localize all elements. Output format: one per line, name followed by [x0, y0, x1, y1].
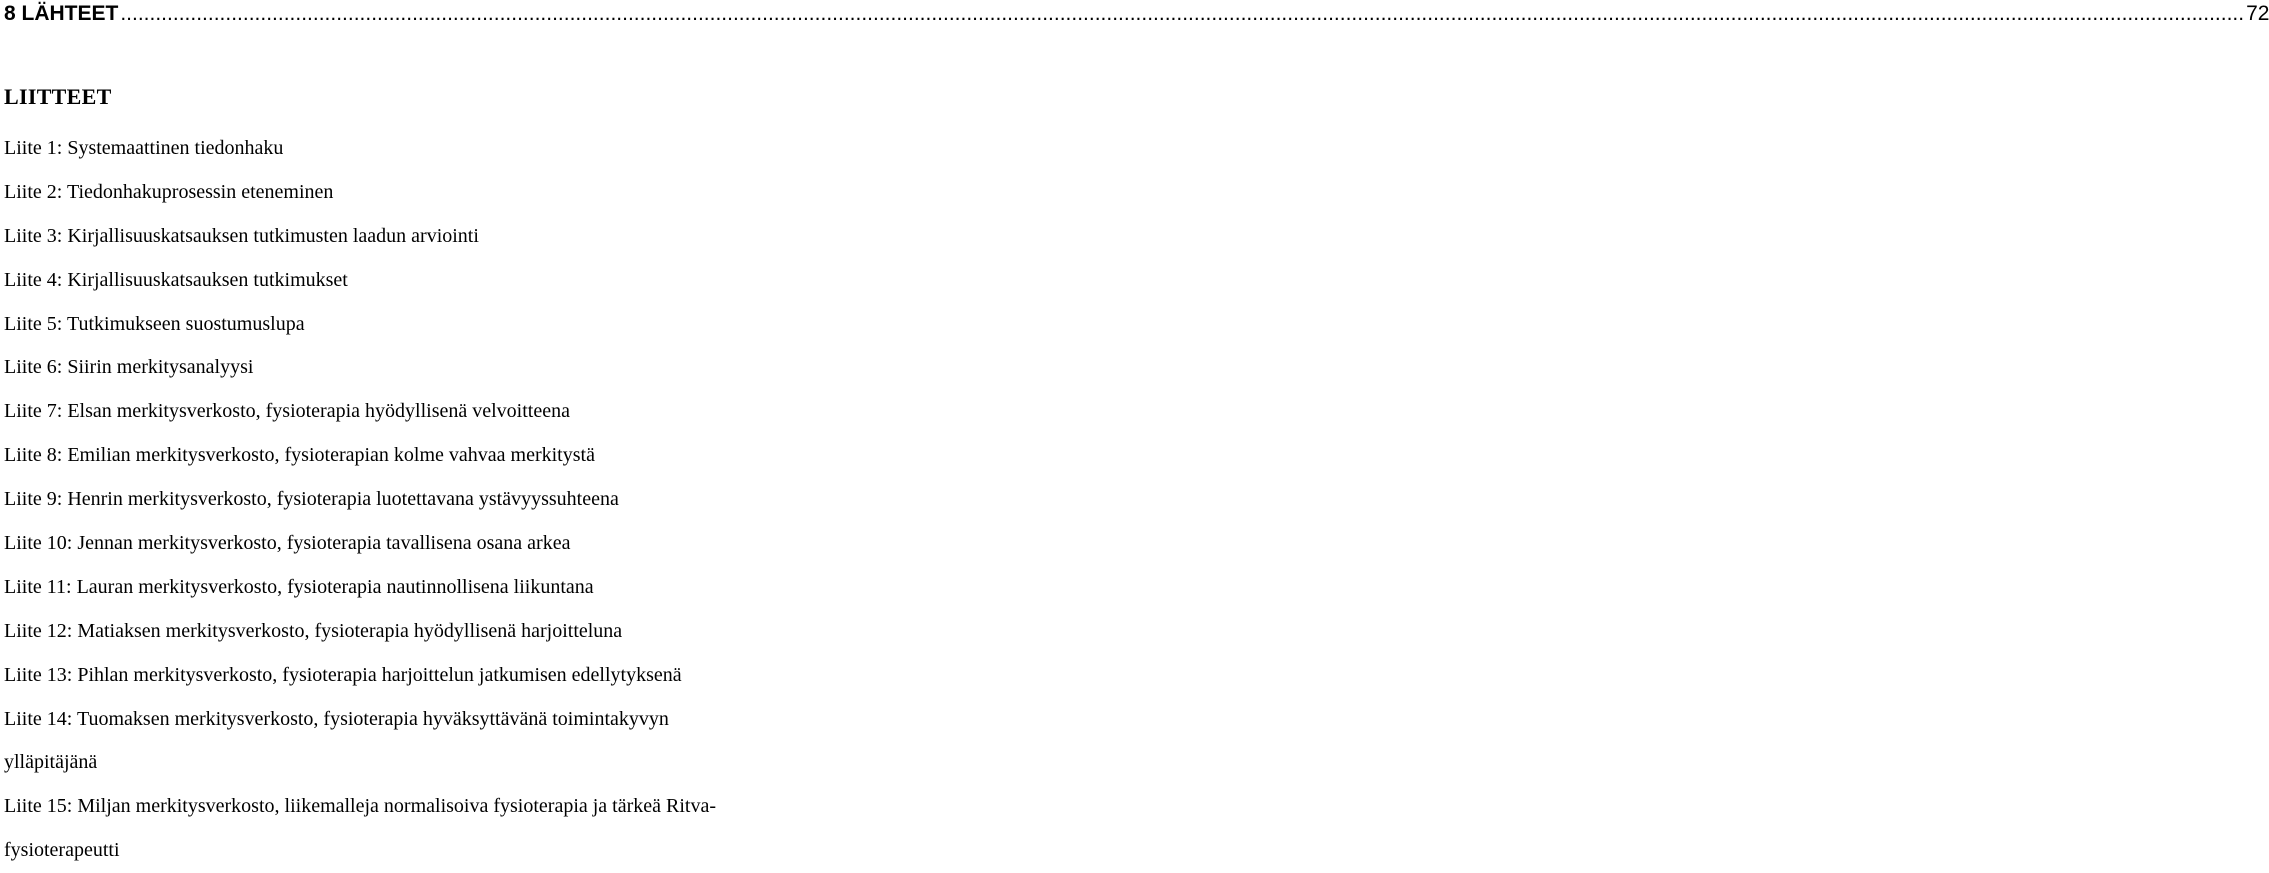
appendix-item-14	[4, 698, 954, 786]
toc-entry-title: 8 LÄHTEET	[4, 2, 119, 25]
appendices-heading: LIITTEET	[4, 84, 112, 109]
appendix-item-15-line-2: fysioterapeutti	[4, 839, 120, 862]
appendix-item-14-line-1: Liite 14: Tuomaksen merkitysverkosto, fysioterapia hyväksyttävänä toimintakyvyn	[4, 707, 669, 730]
appendix-item-15-line-1: Liite 15: Miljan merkitysverkosto, liikemalleja normalisoiva fysioterapia ja tärkeä Ritva-	[4, 795, 717, 818]
appendix-item-14-line-2: ylläpitäjänä	[4, 751, 98, 774]
appendix-item-2: Liite 2: Tiedonhakuprosessin eteneminen	[4, 180, 334, 203]
appendix-item-1: Liite 1: Systemaattinen tiedonhaku	[4, 137, 284, 159]
appendix-item-6: Liite 6: Siirin merkitysanalyysi	[4, 356, 254, 379]
appendix-item-7: Liite 7: Elsan merkitysverkosto, fysioterapia hyödyllisenä velvoitteena	[4, 400, 570, 423]
toc-entry-lahteet[interactable]	[4, 2, 2269, 32]
appendix-item-8: Liite 8: Emilian merkitysverkosto, fysioterapian kolme vahvaa merkitystä	[4, 444, 595, 467]
appendix-item-11: Liite 11: Lauran merkitysverkosto, fysioterapia nautinnollisena liikuntana	[4, 575, 594, 598]
toc-dot-leader: ............................................................................................................................................................................................................................................................................................................................................................................	[120, 2, 2245, 25]
appendix-list	[4, 127, 954, 873]
appendix-item-12: Liite 12: Matiaksen merkitysverkosto, fysioterapia hyödyllisenä harjoitteluna	[4, 619, 623, 642]
appendix-item-5: Liite 5: Tutkimukseen suostumuslupa	[4, 312, 305, 335]
appendix-item-15	[4, 785, 954, 873]
appendix-item-4: Liite 4: Kirjallisuuskatsauksen tutkimukset	[4, 268, 348, 291]
appendix-item-9: Liite 9: Henrin merkitysverkosto, fysioterapia luotettavana ystävyyssuhteena	[4, 488, 619, 511]
appendix-item-3: Liite 3: Kirjallisuuskatsauksen tutkimusten laadun arviointi	[4, 224, 479, 247]
appendix-item-10: Liite 10: Jennan merkitysverkosto, fysioterapia tavallisena osana arkea	[4, 532, 571, 555]
toc-page-number: 72	[2246, 2, 2269, 25]
appendix-item-13: Liite 13: Pihlan merkitysverkosto, fysioterapia harjoittelun jatkumisen edellytyksenä	[4, 663, 682, 686]
